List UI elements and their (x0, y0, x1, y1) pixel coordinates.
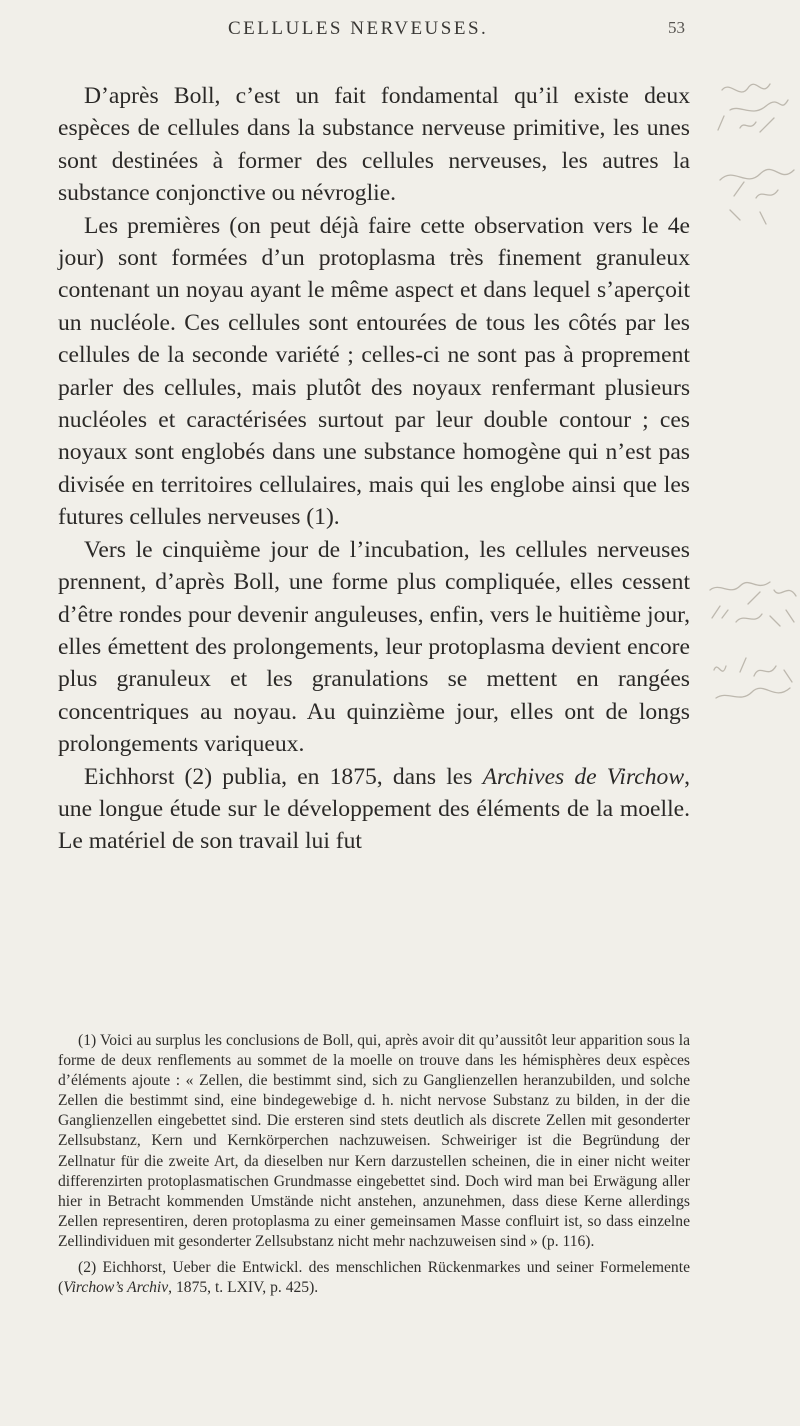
paragraph-1: D’après Boll, c’est un fait fondamental qu’il existe deux espèces de cellules dans la substance nerveuse primitive, les unes sont destinées à former des cellules nerveuses, les autres la substance conjonctive ou névroglie. (58, 83, 690, 207)
journal-title: Archives de Virchow (482, 763, 685, 790)
paragraph-3: Vers le cinquième jour de l’incubation, les cellules nerveuses prennent, d’après Boll, une forme plus compliquée, elles cessent d’être rondes pour devenir anguleuses, enfin, vers le huitième jour, elles émettent des prolongements, leur protoplasma devient encore plus granuleux et les granulations se mettent en rangées concentriques au noyau. Au quinzième jour, elles ont de longs prolongements variqueux. (58, 536, 690, 758)
paragraph-2: Les premières (on peut déjà faire cette observation vers le 4e jour) sont formées d’un protoplasma très finement granuleux contenant un noyau ayant le même aspect et dans lequel s’aperçoit un nucléole. Ces cellules sont entourées de tous les côtés par les cellules de la seconde variété ; celles-ci ne sont pas à proprement parler des cellules, mais plutôt des noyaux renfermant plusieurs nucléoles et caractérisées surtout par leur double contour ; ces noyaux sont englobés dans une substance homogène qui n’est pas divisée en territoires cellulaires, mais qui les englobe ainsi que les futures cellules nerveuses (1). (58, 212, 690, 531)
footnotes (58, 1031, 690, 1298)
footnote-2-text-b: , 1875, t. LXIV, p. 425). (168, 1279, 319, 1297)
footnote-2-journal: Virchow’s Archiv (63, 1279, 169, 1297)
pencil-scribble-icon (700, 70, 800, 730)
handwritten-marginalia (700, 70, 800, 730)
page-number: 53 (668, 18, 685, 37)
paragraph-4-text-a: Eichhorst (2) publia, en 1875, dans les (84, 763, 483, 790)
running-head (0, 12, 800, 62)
paragraph-4 (58, 761, 690, 858)
running-title: CELLULES NERVEUSES. (228, 18, 489, 39)
footnote-2-text-a: (2) Eichhorst, Ueber die Entwickl. des menschlichen Rückenmarkes und seiner Formelemente ( (58, 1259, 690, 1297)
footnote-2 (58, 1258, 690, 1298)
main-text (58, 80, 690, 858)
footnote-1: (1) Voici au surplus les conclusions de Boll, qui, après avoir dit qu’aussitôt leur apparition sous la forme de deux renflements au sommet de la moelle on trouve dans les hémisphères deux espèces d’éléments ajoute : « Zellen, die bestimmt sind, sich zu Ganglienzellen heranzubilden, und solche Zellen die bestimmt sind, eine bindegewebige d. h. nicht nervose Substanz zu bilden, in der die Ganglienzellen eingebettet sind. Die ersteren sind stets deutlich als discrete Zellen mit gesonderter Zellsubstanz, Kern und Kernkörperchen nachzuweisen. Schweiriger ist die Begründung der Zellnatur für die zweite Art, da dieselben nur Kern darzustellen scheinen, die in einer nicht weiter differenzirten protoplasmatischen Grundmasse eingebettet sind. Doch wird man bei Erwägung aller hier in Betracht kommenden Umstände nicht anstehen, anzunehmen, dass diese Kerne allerdings Zellen representiren, deren protoplasma zu einer gemeinsamen Masse confluirt ist, so dass einzelne Zellindividuen mit gesonderter Zellsubstanz nicht mehr nachzuweisen sind » (p. 116). (58, 1032, 690, 1250)
paragraph-4-text-b: , une longue étude sur le développement des éléments de la moelle. Le matériel de son travail lui fut (58, 763, 690, 855)
